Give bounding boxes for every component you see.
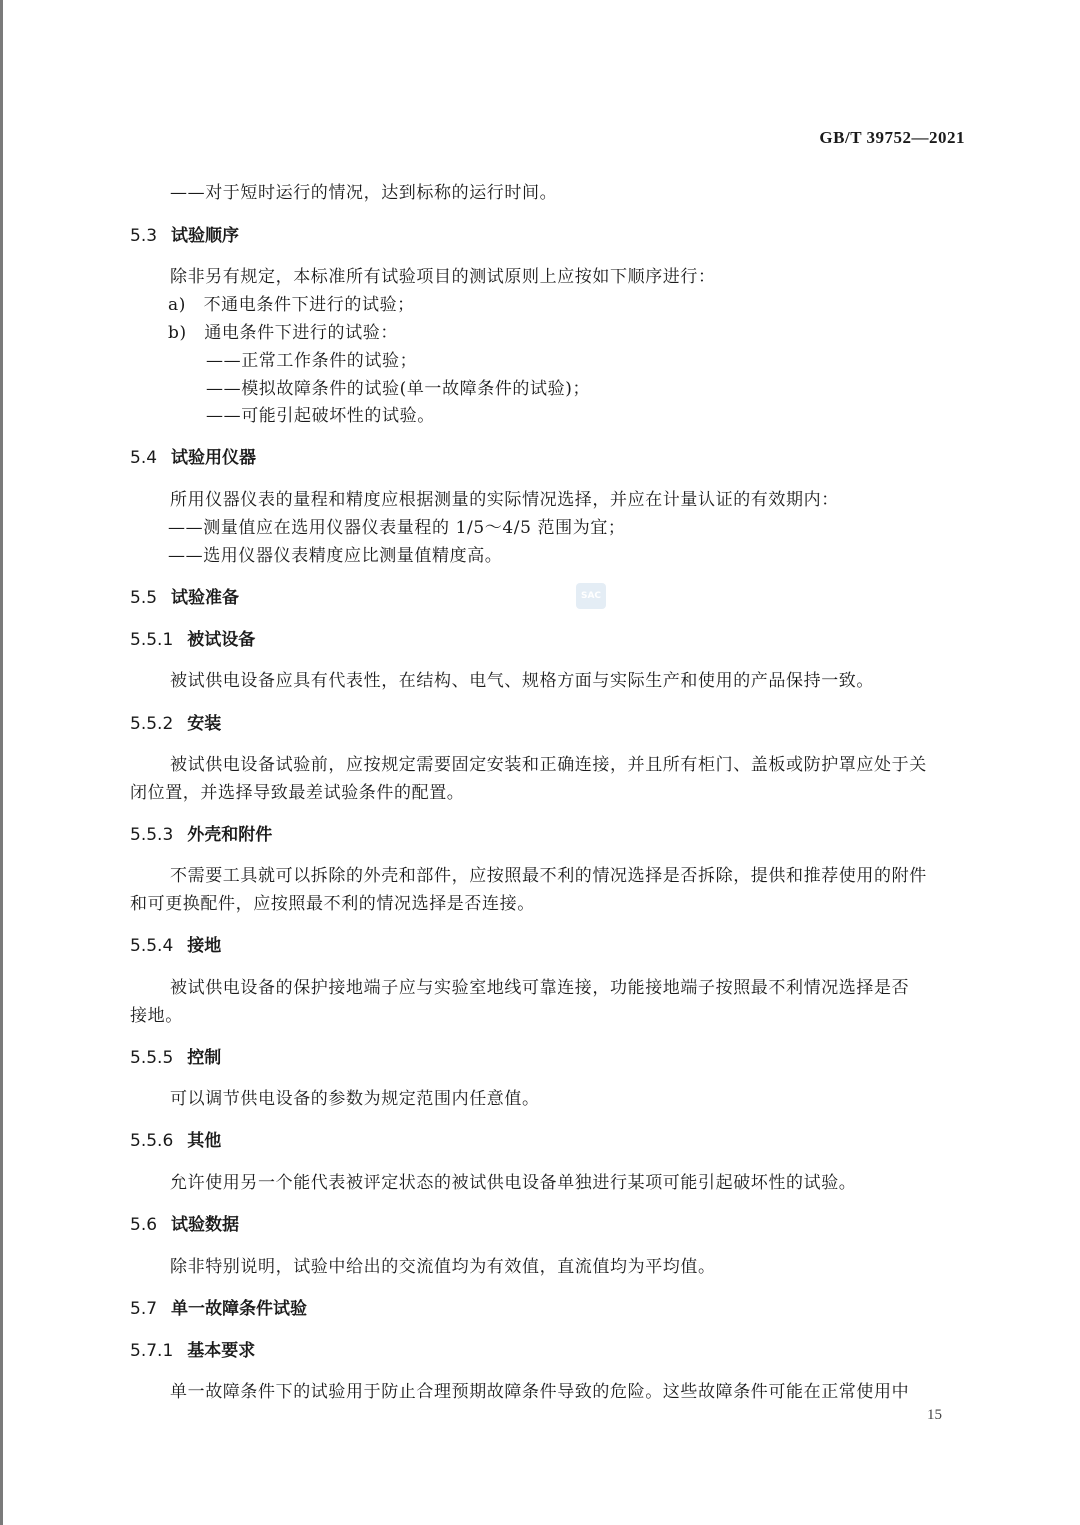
paragraph-line: 所用仪器仪表的量程和精度应根据测量的实际情况选择，并应在计量认证的有效期内： (170, 490, 839, 510)
section-heading-5-5-3 (130, 820, 272, 845)
section-number: 5.5 (130, 588, 158, 608)
paragraph-line: 除非另有规定，本标准所有试验项目的测试原则上应按如下顺序进行： (170, 267, 716, 287)
page-left-edge (0, 0, 3, 1525)
section-number: 5.5.5 (130, 1048, 174, 1068)
list-item: ——正常工作条件的试验； (206, 351, 418, 371)
list-item: b) 通电条件下进行的试验： (168, 323, 398, 343)
section-title: 试验用仪器 (171, 448, 257, 468)
section-title: 试验准备 (171, 588, 240, 608)
section-number: 5.5.3 (130, 825, 174, 845)
list-item: ——测量值应在选用仪器仪表量程的 1/5～4/5 范围为宜； (168, 518, 626, 538)
section-heading-5-5-4 (130, 931, 221, 956)
section-title: 被试设备 (187, 630, 256, 650)
paragraph-line: 不需要工具就可以拆除的外壳和部件，应按照最不利的情况选择是否拆除，提供和推荐使用的附件 (170, 866, 927, 886)
paragraph-line: 可以调节供电设备的参数为规定范围内任意值。 (170, 1089, 540, 1109)
paragraph-line: 允许使用另一个能代表被评定状态的被试供电设备单独进行某项可能引起破坏性的试验。 (170, 1173, 857, 1193)
section-number: 5.7.1 (130, 1341, 174, 1361)
section-number: 5.3 (130, 226, 158, 246)
section-heading-5-5-1 (130, 625, 255, 650)
section-title: 安装 (187, 714, 222, 734)
list-item: ——可能引起破坏性的试验。 (206, 406, 435, 426)
paragraph-line: 被试供电设备试验前，应按规定需要固定安装和正确连接，并且所有柜门、盖板或防护罩应处于关 (170, 755, 927, 775)
paragraph-line: 闭位置，并选择导致最差试验条件的配置。 (130, 783, 465, 803)
section-number: 5.6 (130, 1215, 158, 1235)
paragraph-line: 和可更换配件，应按照最不利的情况选择是否连接。 (130, 894, 535, 914)
section-number: 5.5.6 (130, 1131, 174, 1151)
paragraph-line: 除非特别说明，试验中给出的交流值均为有效值，直流值均为平均值。 (170, 1257, 716, 1277)
section-heading-5-5-5 (130, 1043, 221, 1068)
section-number: 5.7 (130, 1299, 158, 1319)
section-title: 外壳和附件 (187, 825, 273, 845)
list-item: ——模拟故障条件的试验(单一故障条件的试验)； (206, 379, 591, 399)
paragraph-line: 被试供电设备的保护接地端子应与实验室地线可靠连接，功能接地端子按照最不利情况选择是否 (170, 978, 910, 998)
section-number: 5.4 (130, 448, 158, 468)
standard-number: GB/T 39752—2021 (819, 128, 965, 147)
paragraph-line: ——对于短时运行的情况，达到标称的运行时间。 (170, 183, 558, 203)
sac-watermark-logo: SAC (576, 583, 606, 609)
section-title: 接地 (187, 936, 222, 956)
list-item: ——选用仪器仪表精度应比测量值精度高。 (168, 546, 503, 566)
section-title: 试验数据 (171, 1215, 240, 1235)
section-heading-5-3 (130, 221, 239, 246)
section-heading-5-5-6 (130, 1126, 221, 1151)
section-title: 试验顺序 (171, 226, 240, 246)
section-number: 5.5.1 (130, 630, 174, 650)
page-number: 15 (927, 1407, 942, 1423)
section-heading-5-7-1 (130, 1336, 255, 1361)
paragraph-line: 被试供电设备应具有代表性，在结构、电气、规格方面与实际生产和使用的产品保持一致。 (170, 671, 874, 691)
paragraph-line: 接地。 (130, 1006, 183, 1026)
section-heading-5-5 (130, 583, 239, 608)
section-title: 控制 (187, 1048, 222, 1068)
section-heading-5-6 (130, 1210, 239, 1235)
list-item: a) 不通电条件下进行的试验； (168, 295, 415, 315)
section-heading-5-4 (130, 443, 256, 468)
section-title: 基本要求 (187, 1341, 256, 1361)
section-number: 5.5.4 (130, 936, 174, 956)
section-heading-5-5-2 (130, 709, 221, 734)
section-title: 其他 (187, 1131, 222, 1151)
section-title: 单一故障条件试验 (171, 1299, 308, 1319)
section-number: 5.5.2 (130, 714, 174, 734)
section-heading-5-7 (130, 1294, 307, 1319)
paragraph-line: 单一故障条件下的试验用于防止合理预期故障条件导致的危险。这些故障条件可能在正常使用中 (170, 1382, 910, 1402)
